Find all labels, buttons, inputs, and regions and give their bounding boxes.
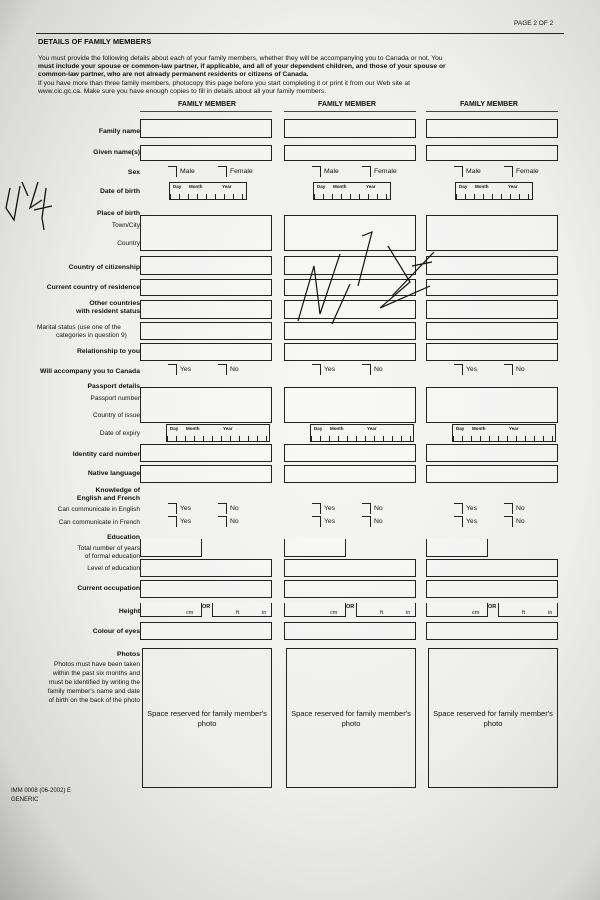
form-generic: GENERIC	[11, 797, 39, 803]
expiry-date-ticks-2	[311, 436, 413, 442]
identity-card-field-3[interactable]	[426, 444, 558, 462]
eye-colour-field-1[interactable]	[140, 622, 272, 640]
given-names-field-1[interactable]	[140, 145, 272, 161]
education-label: Education	[107, 534, 140, 541]
country-label: Country	[117, 240, 140, 247]
citizenship-field-1[interactable]	[140, 256, 272, 275]
birth-day-label-1: Day	[173, 184, 182, 189]
marital-status-label-1: Marital status (use one of the	[37, 324, 121, 331]
intro-line-5: www.cic.gc.ca. Make sure you have enough copies to fill in details about all your family members.	[38, 88, 327, 95]
passport-details-label: Passport details	[87, 383, 140, 390]
english-no-checkbox-1[interactable]	[218, 503, 227, 514]
female-option-3: Female	[516, 168, 539, 175]
other-countries-label-2: with resident status	[76, 308, 140, 315]
education-level-field-2[interactable]	[284, 559, 416, 577]
marital-status-field-1[interactable]	[140, 322, 272, 340]
accompany-no-option-2: No	[374, 366, 383, 373]
english-yes-option-2: Yes	[324, 505, 336, 512]
passport-field-3[interactable]	[426, 387, 558, 423]
accompany-no-checkbox-2[interactable]	[362, 364, 371, 375]
relationship-field-3[interactable]	[426, 343, 558, 361]
citizenship-label: Country of citizenship	[68, 264, 140, 271]
english-no-option-3: No	[516, 505, 525, 512]
accompany-no-checkbox-1[interactable]	[218, 364, 227, 375]
photos-note-2: within the past six months and	[52, 670, 140, 677]
birth-year-label-3: Year	[508, 184, 518, 189]
marital-status-label-2: categories in question 9)	[56, 332, 127, 339]
photo-placeholder-1: Space reserved for family member's photo	[147, 709, 267, 728]
english-yes-checkbox-2[interactable]	[312, 503, 321, 514]
native-language-field-2[interactable]	[284, 465, 416, 483]
expiry-date-field-2[interactable]	[310, 424, 414, 442]
intro-line-2: must include your spouse or common-law partner, if applicable, and all of your dependent children, and those of your spouse or	[38, 63, 446, 70]
column-header-2: FAMILY MEMBER	[318, 101, 376, 108]
french-no-option-2: No	[374, 518, 383, 525]
accompany-no-option-3: No	[516, 366, 525, 373]
height-label: Height	[118, 608, 140, 615]
education-years-field-1[interactable]	[140, 539, 202, 557]
english-no-option-2: No	[374, 505, 383, 512]
current-country-field-3[interactable]	[426, 279, 558, 296]
family-name-field-2[interactable]	[284, 119, 416, 138]
expiry-month-label-2: Month	[330, 426, 344, 431]
other-countries-label-1: Other countries	[89, 300, 140, 307]
family-name-field-1[interactable]	[140, 119, 272, 138]
expiry-day-label-3: Day	[456, 426, 465, 431]
english-yes-checkbox-1[interactable]	[168, 503, 177, 514]
height-in-unit-1: in	[262, 610, 267, 616]
identity-card-field-1[interactable]	[140, 444, 272, 462]
birth-date-field-3[interactable]	[455, 182, 533, 200]
photos-note-3: must be identified by writing the	[48, 679, 140, 686]
english-yes-checkbox-3[interactable]	[454, 503, 463, 514]
french-no-checkbox-1[interactable]	[218, 516, 227, 527]
male-option-3: Male	[466, 168, 481, 175]
expiry-month-label-1: Month	[186, 426, 200, 431]
accompany-yes-checkbox-3[interactable]	[454, 364, 463, 375]
photos-note-4: family member's name and date	[47, 688, 140, 695]
birth-month-label-1: Month	[189, 184, 203, 189]
date-of-birth-label: Date of birth	[99, 188, 140, 195]
column-rule-3	[426, 111, 558, 112]
birth-date-ticks-1	[170, 194, 246, 200]
column-rule-2	[284, 111, 416, 112]
french-yes-checkbox-1[interactable]	[168, 516, 177, 527]
male-option-1: Male	[180, 168, 195, 175]
accompany-yes-checkbox-1[interactable]	[168, 364, 177, 375]
birth-day-label-2: Day	[317, 184, 326, 189]
column-header-1: FAMILY MEMBER	[178, 101, 236, 108]
male-checkbox-2[interactable]	[312, 166, 321, 177]
accompany-no-option-1: No	[230, 366, 239, 373]
occupation-field-3[interactable]	[426, 580, 558, 598]
english-no-checkbox-2[interactable]	[362, 503, 371, 514]
english-no-checkbox-3[interactable]	[504, 503, 513, 514]
photo-placeholder-3: Space reserved for family member's photo	[433, 709, 553, 728]
eye-colour-field-3[interactable]	[426, 622, 558, 640]
current-occupation-label: Current occupation	[77, 585, 140, 592]
birth-year-label-1: Year	[222, 184, 232, 189]
accompany-yes-option-2: Yes	[324, 366, 336, 373]
height-ft-unit-3: ft	[522, 610, 526, 616]
expiry-date-ticks-1	[167, 436, 269, 442]
citizenship-field-3[interactable]	[426, 256, 558, 275]
expiry-day-label-2: Day	[314, 426, 323, 431]
birth-town-field-3[interactable]	[426, 215, 558, 251]
current-country-label: Current country of residence	[46, 284, 140, 291]
passport-number-label: Passport number	[90, 395, 140, 402]
current-country-field-1[interactable]	[140, 279, 272, 296]
french-yes-checkbox-2[interactable]	[312, 516, 321, 527]
other-countries-field-1[interactable]	[140, 300, 272, 319]
male-checkbox-1[interactable]	[168, 166, 177, 177]
passport-field-2[interactable]	[284, 387, 416, 423]
french-no-checkbox-3[interactable]	[504, 516, 513, 527]
expiry-month-label-3: Month	[472, 426, 486, 431]
marital-status-field-3[interactable]	[426, 322, 558, 340]
male-checkbox-3[interactable]	[454, 166, 463, 177]
top-rule	[36, 33, 564, 34]
total-years-label-2: of formal education	[84, 553, 140, 560]
expiry-year-label-3: Year	[509, 426, 519, 431]
french-yes-checkbox-3[interactable]	[454, 516, 463, 527]
sex-label: Sex	[127, 169, 140, 176]
french-yes-option-3: Yes	[466, 518, 478, 525]
family-name-field-3[interactable]	[426, 119, 558, 138]
handwritten-na-left	[0, 168, 90, 258]
english-label: Can communicate in English	[57, 506, 140, 513]
height-ft-unit-2: ft	[380, 610, 384, 616]
given-names-label: Given name(s)	[93, 149, 140, 156]
height-or-label-2: OR	[346, 604, 355, 610]
female-checkbox-2[interactable]	[362, 166, 371, 177]
native-language-field-3[interactable]	[426, 465, 558, 483]
intro-line-1: You must provide the following details about each of your family members, whether they will be accompanying you to Canada or not. You	[38, 55, 443, 62]
birth-date-ticks-3	[456, 194, 532, 200]
total-years-label-1: Total number of years	[77, 545, 140, 552]
french-yes-option-2: Yes	[324, 518, 336, 525]
accompany-yes-option-1: Yes	[180, 366, 192, 373]
birth-date-field-1[interactable]	[169, 182, 247, 200]
education-level-field-1[interactable]	[140, 559, 272, 577]
photos-note-1: Photos must have been taken	[53, 661, 140, 668]
occupation-field-1[interactable]	[140, 580, 272, 598]
english-yes-option-3: Yes	[466, 505, 478, 512]
english-yes-option-1: Yes	[180, 505, 192, 512]
town-city-label: Town/City	[111, 222, 140, 229]
column-rule-1	[140, 111, 272, 112]
education-years-field-3[interactable]	[426, 539, 488, 557]
birth-date-field-2[interactable]	[313, 182, 391, 200]
photo-box-1	[142, 648, 272, 788]
eye-colour-field-2[interactable]	[284, 622, 416, 640]
knowledge-label-1: Knowledge of	[95, 487, 140, 494]
photo-box-3	[428, 648, 558, 788]
level-of-education-label: Level of education	[87, 565, 140, 572]
french-no-option-3: No	[516, 518, 525, 525]
height-in-unit-2: in	[406, 610, 411, 616]
other-countries-field-3[interactable]	[426, 300, 558, 319]
birth-day-label-3: Day	[459, 184, 468, 189]
photos-note-5: of birth on the back of the photo	[48, 697, 140, 704]
height-cm-unit-2: cm	[330, 610, 338, 616]
accompany-no-checkbox-3[interactable]	[504, 364, 513, 375]
expiry-date-field-1[interactable]	[166, 424, 270, 442]
photo-box-2	[286, 648, 416, 788]
expiry-year-label-2: Year	[367, 426, 377, 431]
expiry-date-ticks-3	[453, 436, 555, 442]
expiry-year-label-1: Year	[223, 426, 233, 431]
eye-colour-label: Colour of eyes	[92, 628, 140, 635]
native-language-field-1[interactable]	[140, 465, 272, 483]
french-no-checkbox-2[interactable]	[362, 516, 371, 527]
height-or-label-3: OR	[488, 604, 497, 610]
form-code: IMM 0008 (06-2002) E	[11, 788, 72, 794]
given-names-field-2[interactable]	[284, 145, 416, 161]
section-title: DETAILS OF FAMILY MEMBERS	[38, 37, 152, 46]
identity-card-label: Identity card number	[72, 451, 140, 458]
female-checkbox-3[interactable]	[504, 166, 513, 177]
accompany-label: Will accompany you to Canada	[39, 368, 140, 375]
birth-year-label-2: Year	[366, 184, 376, 189]
height-or-label-1: OR	[202, 604, 211, 610]
relationship-label: Relationship to you	[76, 348, 140, 355]
birth-date-ticks-2	[314, 194, 390, 200]
female-option-2: Female	[374, 168, 397, 175]
occupation-field-2[interactable]	[284, 580, 416, 598]
country-of-issue-label: Country of issue	[93, 412, 140, 419]
french-yes-option-1: Yes	[180, 518, 192, 525]
intro-line-3: common-law partner, who are not already permanent residents or citizens of Canada.	[38, 71, 309, 78]
accompany-yes-checkbox-2[interactable]	[312, 364, 321, 375]
identity-card-field-2[interactable]	[284, 444, 416, 462]
place-of-birth-label: Place of birth	[96, 210, 140, 217]
height-in-unit-3: in	[548, 610, 553, 616]
expiry-date-field-3[interactable]	[452, 424, 556, 442]
page-number: PAGE 2 OF 2	[514, 20, 554, 27]
intro-line-4: If you have more than three family members, photocopy this page before you start completing it or print it from our Web site at	[38, 80, 410, 87]
education-level-field-3[interactable]	[426, 559, 558, 577]
education-years-field-2[interactable]	[284, 539, 346, 557]
expiry-day-label-1: Day	[170, 426, 179, 431]
height-ft-unit-1: ft	[236, 610, 240, 616]
female-option-1: Female	[230, 168, 253, 175]
accompany-yes-option-3: Yes	[466, 366, 478, 373]
french-no-option-1: No	[230, 518, 239, 525]
relationship-field-1[interactable]	[140, 343, 272, 361]
photos-label: Photos	[116, 651, 140, 658]
male-option-2: Male	[324, 168, 339, 175]
height-cm-unit-1: cm	[186, 610, 194, 616]
photo-placeholder-2: Space reserved for family member's photo	[291, 709, 411, 728]
birth-month-label-2: Month	[333, 184, 347, 189]
birth-month-label-3: Month	[475, 184, 489, 189]
column-header-3: FAMILY MEMBER	[460, 101, 518, 108]
knowledge-label-2: English and French	[76, 495, 140, 502]
relationship-field-2[interactable]	[284, 343, 416, 361]
family-name-label: Family name	[98, 128, 140, 135]
handwritten-na-center	[292, 226, 442, 326]
native-language-label: Native language	[87, 470, 140, 477]
french-label: Can communicate in French	[58, 519, 140, 526]
birth-town-field-1[interactable]	[140, 215, 272, 251]
given-names-field-3[interactable]	[426, 145, 558, 161]
date-of-expiry-label: Date of expiry	[99, 430, 140, 437]
female-checkbox-1[interactable]	[218, 166, 227, 177]
height-cm-unit-3: cm	[472, 610, 480, 616]
english-no-option-1: No	[230, 505, 239, 512]
passport-field-1[interactable]	[140, 387, 272, 423]
